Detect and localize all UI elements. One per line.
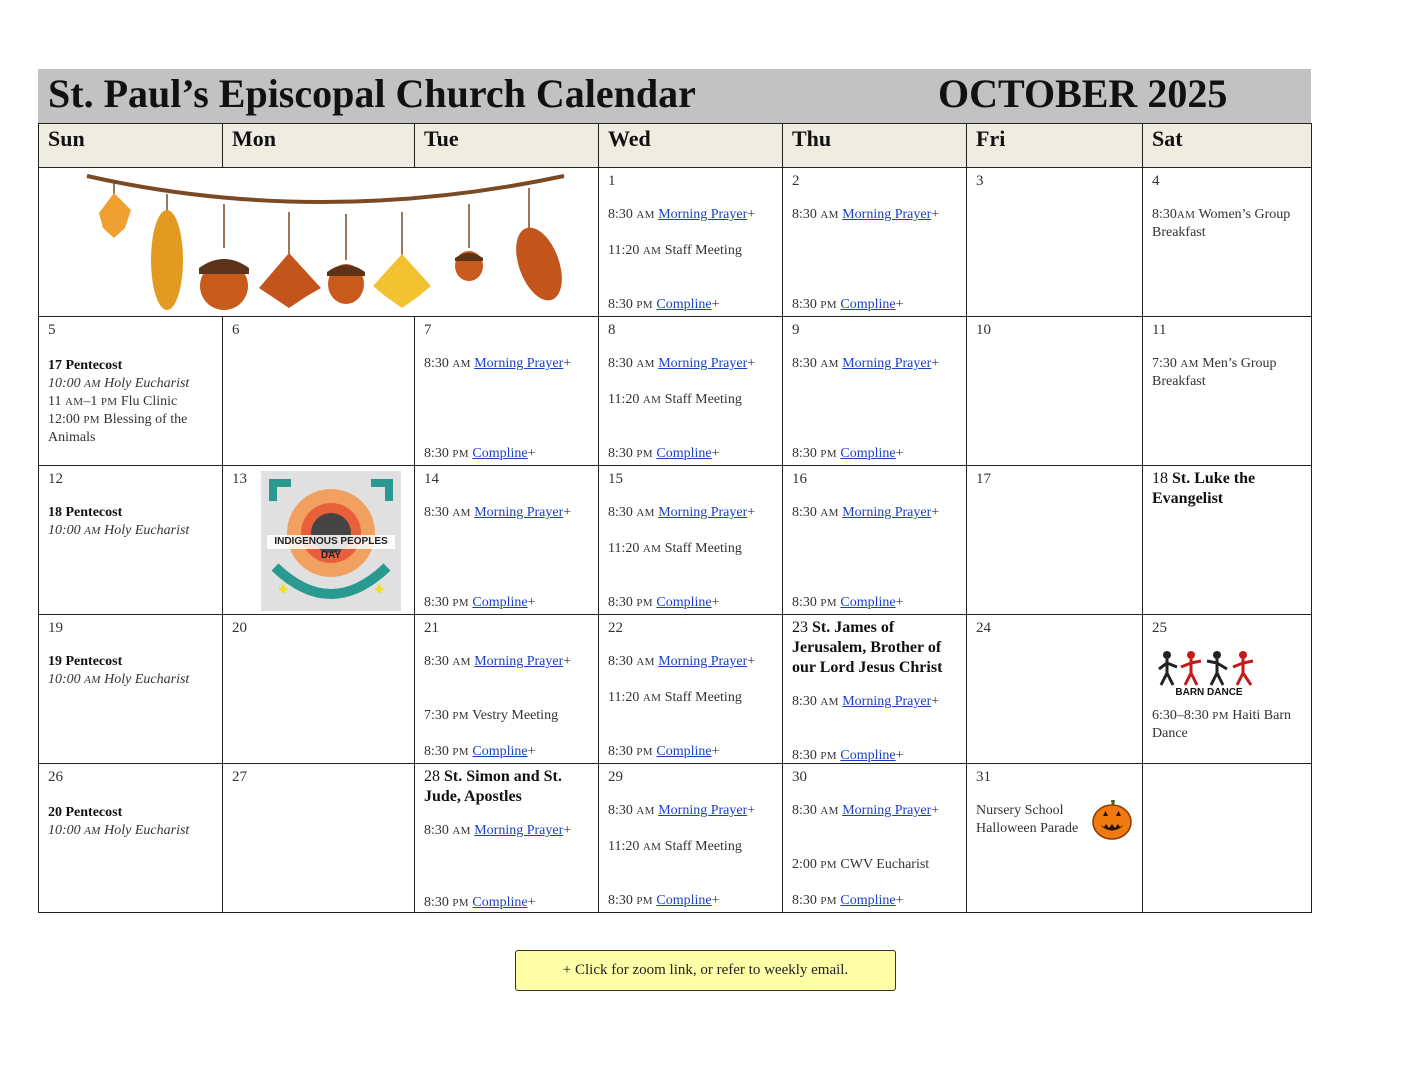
date-number: 16 xyxy=(792,471,807,487)
weekday-wed: Wed xyxy=(599,124,783,168)
indigenous-peoples-day-caption: INDIGENOUS PEOPLES DAY xyxy=(274,536,388,561)
dancers-graphic xyxy=(1155,649,1263,689)
day-cell-oct-25 xyxy=(1143,615,1312,764)
compline-link[interactable]: Compline xyxy=(840,893,896,908)
event-morning-prayer: 8:30 AM Morning Prayer+ xyxy=(792,356,940,371)
weekday-thu: Thu xyxy=(783,124,967,168)
event-compline: 8:30 PM Compline+ xyxy=(608,893,720,908)
morning-prayer-link[interactable]: Morning Prayer xyxy=(658,207,748,222)
event-compline: 8:30 PM Compline+ xyxy=(424,446,536,461)
event-list xyxy=(48,357,218,447)
week-row-5 xyxy=(39,764,1312,913)
morning-prayer-link[interactable]: Morning Prayer xyxy=(658,505,748,520)
compline-link[interactable]: Compline xyxy=(840,446,896,461)
day-cell-oct-30 xyxy=(783,764,967,913)
event-holy-eucharist: 10:00 AM Holy Eucharist xyxy=(48,523,190,538)
event-compline: 8:30 PM Compline+ xyxy=(424,895,536,910)
date-number: 14 xyxy=(424,471,439,487)
day-cell-oct-11 xyxy=(1143,317,1312,466)
event-morning-prayer: 8:30 AM Morning Prayer+ xyxy=(608,803,756,818)
event-list xyxy=(48,653,218,689)
morning-prayer-link[interactable]: Morning Prayer xyxy=(474,654,564,669)
day-cell-oct-4 xyxy=(1143,168,1312,317)
event-staff-meeting: 11:20 AM Staff Meeting xyxy=(608,839,742,854)
date-number: 5 xyxy=(48,322,56,338)
date-number: 15 xyxy=(608,471,623,487)
day-cell-oct-2 xyxy=(783,168,967,317)
morning-prayer-link[interactable]: Morning Prayer xyxy=(658,654,748,669)
feast-title: St. Simon and St. Jude, Apostles xyxy=(424,768,562,805)
event-womens-breakfast: 8:30AM Women’s Group Breakfast xyxy=(1152,207,1291,240)
event-holy-eucharist: 10:00 AM Holy Eucharist xyxy=(48,376,190,391)
day-cell-oct-18 xyxy=(1143,466,1312,615)
event-list xyxy=(48,804,218,840)
day-cell-oct-23 xyxy=(783,615,967,764)
date-number: 2 xyxy=(792,173,800,189)
day-cell-oct-6 xyxy=(223,317,415,466)
date-number: 20 xyxy=(232,620,247,636)
feast-day xyxy=(1152,469,1305,509)
weekday-fri: Fri xyxy=(967,124,1143,168)
day-cell-oct-19 xyxy=(39,615,223,764)
compline-link[interactable]: Compline xyxy=(656,595,712,610)
date-number: 9 xyxy=(792,322,800,338)
day-cell-oct-15 xyxy=(599,466,783,615)
event-holy-eucharist: 10:00 AM Holy Eucharist xyxy=(48,672,190,687)
event-compline: 8:30 PM Compline+ xyxy=(608,744,720,759)
morning-prayer-link[interactable]: Morning Prayer xyxy=(842,356,932,371)
event-mens-breakfast: 7:30 AM Men’s Group Breakfast xyxy=(1152,356,1277,389)
compline-link[interactable]: Compline xyxy=(840,748,896,763)
compline-link[interactable]: Compline xyxy=(840,595,896,610)
morning-prayer-link[interactable]: Morning Prayer xyxy=(474,505,564,520)
event-compline: 8:30 PM Compline+ xyxy=(792,893,904,908)
day-cell-empty xyxy=(1143,764,1312,913)
event-morning-prayer: 8:30 AM Morning Prayer+ xyxy=(792,694,940,709)
date-number: 27 xyxy=(232,769,247,785)
day-cell-oct-1 xyxy=(599,168,783,317)
indigenous-peoples-day-image xyxy=(261,471,401,611)
date-number: 10 xyxy=(976,322,991,338)
event-morning-prayer: 8:30 AM Morning Prayer+ xyxy=(792,505,940,520)
day-cell-oct-20 xyxy=(223,615,415,764)
date-number: 21 xyxy=(424,620,439,636)
event-vestry-meeting: 7:30 PM Vestry Meeting xyxy=(424,708,559,723)
liturgical-day: 17 Pentecost xyxy=(48,358,123,373)
week-row-3 xyxy=(39,466,1312,615)
date-number: 30 xyxy=(792,769,807,785)
calendar-grid xyxy=(38,123,1312,913)
calendar-title: St. Paul’s Episcopal Church Calendar xyxy=(48,71,696,116)
day-cell-oct-5 xyxy=(39,317,223,466)
morning-prayer-link[interactable]: Morning Prayer xyxy=(658,356,748,371)
event-list xyxy=(48,504,218,540)
date-number: 7 xyxy=(424,322,432,338)
event-blessing-animals: 12:00 PM Blessing of the Animals xyxy=(48,412,188,445)
event-compline: 8:30 PM Compline+ xyxy=(792,446,904,461)
morning-prayer-link[interactable]: Morning Prayer xyxy=(842,505,932,520)
date-number: 25 xyxy=(1152,620,1167,636)
weekday-header-row xyxy=(39,124,1312,168)
event-compline: 8:30 PM Compline+ xyxy=(792,297,904,312)
event-morning-prayer: 8:30 AM Morning Prayer+ xyxy=(424,356,572,371)
event-staff-meeting: 11:20 AM Staff Meeting xyxy=(608,690,742,705)
date-number: 3 xyxy=(976,173,984,189)
date-number: 1 xyxy=(608,173,616,189)
day-cell-oct-24 xyxy=(967,615,1143,764)
event-holy-eucharist: 10:00 AM Holy Eucharist xyxy=(48,823,190,838)
day-cell-oct-17 xyxy=(967,466,1143,615)
day-cell-oct-7 xyxy=(415,317,599,466)
compline-link[interactable]: Compline xyxy=(472,446,528,461)
event-morning-prayer: 8:30 AM Morning Prayer+ xyxy=(608,356,756,371)
day-cell-oct-8 xyxy=(599,317,783,466)
weekday-mon: Mon xyxy=(223,124,415,168)
day-cell-oct-13 xyxy=(223,466,415,615)
event-morning-prayer: 8:30 AM Morning Prayer+ xyxy=(608,654,756,669)
compline-link[interactable]: Compline xyxy=(472,744,528,759)
morning-prayer-link[interactable]: Morning Prayer xyxy=(842,803,932,818)
day-cell-oct-27 xyxy=(223,764,415,913)
day-cell-oct-10 xyxy=(967,317,1143,466)
week-row-2 xyxy=(39,317,1312,466)
day-cell-oct-12 xyxy=(39,466,223,615)
date-number: 12 xyxy=(48,471,63,487)
event-compline: 8:30 PM Compline+ xyxy=(608,446,720,461)
compline-link[interactable]: Compline xyxy=(840,297,896,312)
event-staff-meeting: 11:20 AM Staff Meeting xyxy=(608,392,742,407)
pumpkin-icon xyxy=(1091,796,1133,840)
event-halloween-parade: Nursery School Halloween Parade xyxy=(976,803,1079,836)
event-compline: 8:30 PM Compline+ xyxy=(424,595,536,610)
day-cell-oct-14 xyxy=(415,466,599,615)
date-number: 24 xyxy=(976,620,991,636)
day-cell-oct-22 xyxy=(599,615,783,764)
title-bar xyxy=(38,69,1311,123)
liturgical-day: 20 Pentecost xyxy=(48,805,123,820)
date-number: 31 xyxy=(976,769,991,785)
event-morning-prayer: 8:30 AM Morning Prayer+ xyxy=(792,207,940,222)
date-number: 18 xyxy=(1152,470,1168,487)
compline-link[interactable]: Compline xyxy=(656,744,712,759)
date-number: 13 xyxy=(232,471,247,487)
event-morning-prayer: 8:30 AM Morning Prayer+ xyxy=(792,803,940,818)
feast-day xyxy=(792,618,960,678)
event-morning-prayer: 8:30 AM Morning Prayer+ xyxy=(608,505,756,520)
autumn-garland-image xyxy=(59,168,619,316)
morning-prayer-link[interactable]: Morning Prayer xyxy=(474,823,564,838)
compline-link[interactable]: Compline xyxy=(656,893,712,908)
date-number: 29 xyxy=(608,769,623,785)
feast-title: St. James of Jerusalem, Brother of our Lord Jesus Christ xyxy=(792,619,943,676)
event-compline: 8:30 PM Compline+ xyxy=(608,595,720,610)
event-morning-prayer: 8:30 AM Morning Prayer+ xyxy=(424,823,572,838)
event-staff-meeting: 11:20 AM Staff Meeting xyxy=(608,243,742,258)
day-cell-oct-29 xyxy=(599,764,783,913)
barn-dance-caption: BARN DANCE xyxy=(1175,687,1243,698)
liturgical-day: 19 Pentecost xyxy=(48,654,123,669)
day-cell-oct-9 xyxy=(783,317,967,466)
barn-dance-image xyxy=(1155,649,1263,701)
morning-prayer-link[interactable]: Morning Prayer xyxy=(474,356,564,371)
date-number: 19 xyxy=(48,620,63,636)
date-number: 22 xyxy=(608,620,623,636)
event-flu-clinic: 11 AM–1 PM Flu Clinic xyxy=(48,394,178,409)
calendar xyxy=(38,69,1311,913)
event-compline: 8:30 PM Compline+ xyxy=(608,297,720,312)
liturgical-day: 18 Pentecost xyxy=(48,505,123,520)
day-cell-oct-21 xyxy=(415,615,599,764)
date-number: 4 xyxy=(1152,173,1160,189)
date-number: 8 xyxy=(608,322,616,338)
compline-link[interactable]: Compline xyxy=(656,446,712,461)
weekday-tue: Tue xyxy=(415,124,599,168)
day-cell-oct-31 xyxy=(967,764,1143,913)
compline-link[interactable]: Compline xyxy=(472,895,528,910)
compline-link[interactable]: Compline xyxy=(656,297,712,312)
day-cell-oct-16 xyxy=(783,466,967,615)
date-number: 28 xyxy=(424,768,440,785)
feast-day xyxy=(424,767,592,807)
day-cell-oct-3 xyxy=(967,168,1143,317)
zoom-link-note: + Click for zoom link, or refer to weekly email. xyxy=(515,950,896,991)
event-morning-prayer: 8:30 AM Morning Prayer+ xyxy=(424,505,572,520)
autumn-banner-cell xyxy=(39,168,599,317)
event-morning-prayer: 8:30 AM Morning Prayer+ xyxy=(424,654,572,669)
date-number: 11 xyxy=(1152,322,1167,338)
week-row-1 xyxy=(39,168,1312,317)
event-compline: 8:30 PM Compline+ xyxy=(792,595,904,610)
event-barn-dance: 6:30–8:30 PM Haiti Barn Dance xyxy=(1152,708,1291,741)
event-compline: 8:30 PM Compline+ xyxy=(792,748,904,763)
week-row-4 xyxy=(39,615,1312,764)
date-number: 6 xyxy=(232,322,240,338)
event-staff-meeting: 11:20 AM Staff Meeting xyxy=(608,541,742,556)
day-cell-oct-28 xyxy=(415,764,599,913)
morning-prayer-link[interactable]: Morning Prayer xyxy=(658,803,748,818)
date-number: 23 xyxy=(792,619,808,636)
compline-link[interactable]: Compline xyxy=(472,595,528,610)
event-cwv-eucharist: 2:00 PM CWV Eucharist xyxy=(792,857,930,872)
morning-prayer-link[interactable]: Morning Prayer xyxy=(842,207,932,222)
weekday-sun: Sun xyxy=(39,124,223,168)
date-number: 26 xyxy=(48,769,63,785)
day-cell-oct-26 xyxy=(39,764,223,913)
month-title: OCTOBER 2025 xyxy=(938,71,1228,116)
feast-title: St. Luke the Evangelist xyxy=(1152,470,1256,507)
weekday-sat: Sat xyxy=(1143,124,1312,168)
morning-prayer-link[interactable]: Morning Prayer xyxy=(842,694,932,709)
date-number: 17 xyxy=(976,471,991,487)
event-morning-prayer: 8:30 AM Morning Prayer+ xyxy=(608,207,756,222)
event-compline: 8:30 PM Compline+ xyxy=(424,744,536,759)
